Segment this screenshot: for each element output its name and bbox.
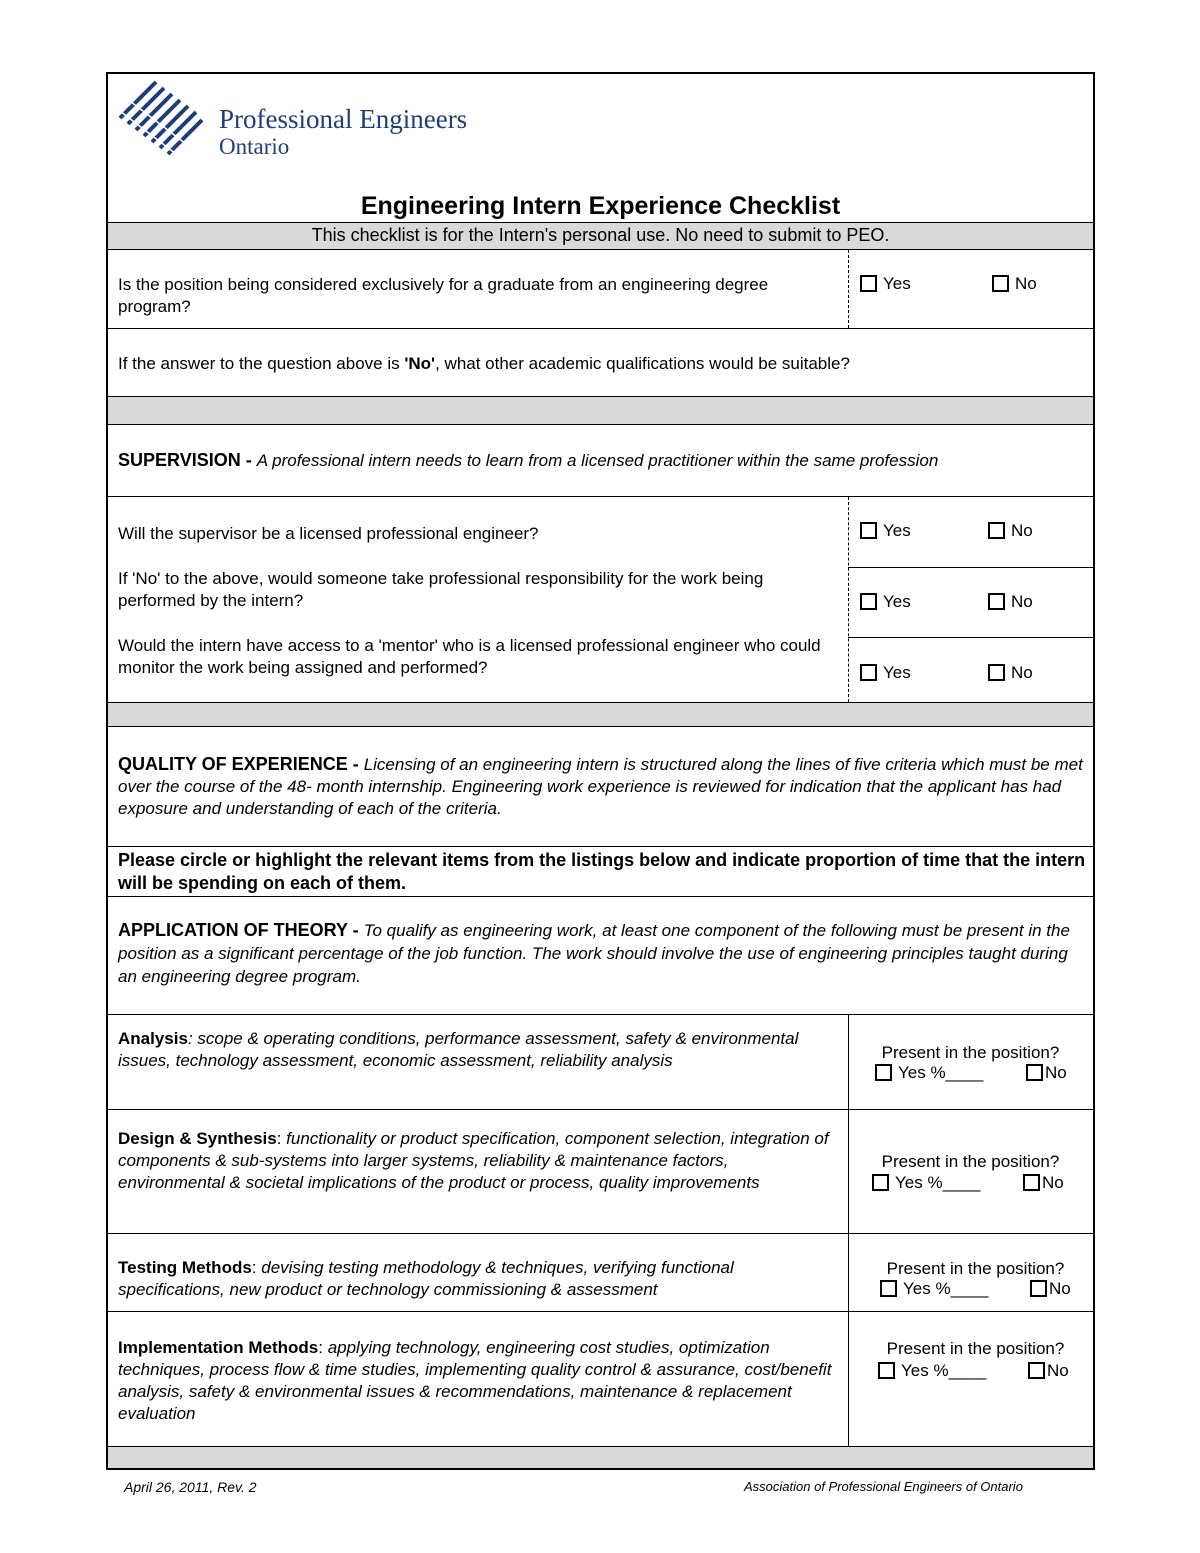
testing-yes-checkbox[interactable] bbox=[880, 1280, 897, 1297]
testing-yes-option[interactable]: Yes %____ bbox=[880, 1279, 988, 1299]
logo-line2: Ontario bbox=[219, 134, 290, 159]
sup-q1-yes-option[interactable]: Yes bbox=[860, 521, 911, 541]
sup-q1-yes-checkbox[interactable] bbox=[860, 522, 877, 539]
q2-row bbox=[108, 329, 1093, 397]
q1-yes-checkbox[interactable] bbox=[860, 275, 877, 292]
sup-q1-no-option[interactable]: No bbox=[988, 521, 1033, 541]
q1-text: Is the position being considered exclusively for a graduate from an engineering degree program? bbox=[118, 275, 769, 316]
supervision-heading-row bbox=[108, 425, 1093, 497]
analysis-text: Analysis: scope & operating conditions, performance assessment, safety & environmental issues, technology assessment, economic assessment, reliability analysis bbox=[118, 1029, 799, 1070]
implementation-yes-checkbox[interactable] bbox=[878, 1362, 895, 1379]
testing-text: Testing Methods: devising testing methodology & techniques, verifying functional specifications, new product or technology commissioning & assessment bbox=[118, 1258, 734, 1299]
design-yes-option[interactable]: Yes %____ bbox=[872, 1173, 980, 1193]
peo-logo-icon bbox=[116, 78, 206, 158]
sup-q2-yes-checkbox[interactable] bbox=[860, 593, 877, 610]
supervision-heading: SUPERVISION - A professional intern needs to learn from a licensed practitioner within the same profession bbox=[118, 450, 939, 470]
criteria-analysis-row bbox=[108, 1015, 1093, 1110]
note-row bbox=[108, 223, 1093, 250]
peo-logo bbox=[116, 78, 206, 163]
design-no-checkbox[interactable] bbox=[1023, 1174, 1040, 1191]
sup-q3-yes-option[interactable]: Yes bbox=[860, 663, 911, 683]
theory-row bbox=[108, 897, 1093, 1015]
sup-q1-no-checkbox[interactable] bbox=[988, 522, 1005, 539]
checklist-form bbox=[106, 72, 1095, 1470]
sup-q2-no-option[interactable]: No bbox=[988, 592, 1033, 612]
analysis-yes-option[interactable]: Yes %____ bbox=[875, 1063, 983, 1083]
implementation-text: Implementation Methods: applying technology, engineering cost studies, optimization techniques, process flow & time studies, implementing quality control & assurance, cost/benefit analysis, safety & environmental issues & recommendations, maintenance & replacement evaluation bbox=[118, 1338, 832, 1423]
sup-q3-no-option[interactable]: No bbox=[988, 663, 1033, 683]
sup-q1-text: Will the supervisor be a licensed professional engineer? bbox=[118, 524, 539, 543]
sup-q2-yes-option[interactable]: Yes bbox=[860, 592, 911, 612]
analysis-yes-checkbox[interactable] bbox=[875, 1064, 892, 1081]
q2-text: If the answer to the question above is 'No', what other academic qualifications would be suitable? bbox=[118, 354, 850, 373]
analysis-no-checkbox[interactable] bbox=[1026, 1064, 1043, 1081]
bottom-spacer-row bbox=[108, 1447, 1093, 1468]
instruction-text: Please circle or highlight the relevant items from the listings below and indicate proportion of time that the intern will be spending on each of them. bbox=[118, 850, 1086, 893]
instruction-row bbox=[108, 847, 1093, 897]
design-text: Design & Synthesis: functionality or product specification, component selection, integration of components & sub-systems into larger systems, reliability & maintenance factors, environmental & societal implications of the product or process, quality improvements bbox=[118, 1129, 829, 1192]
analysis-present-label: Present in the position? bbox=[881, 1043, 1060, 1062]
q1-yes-option[interactable]: Yes bbox=[860, 274, 911, 294]
sup-q3-no-checkbox[interactable] bbox=[988, 664, 1005, 681]
q1-no-checkbox[interactable] bbox=[992, 275, 1009, 292]
design-yes-checkbox[interactable] bbox=[872, 1174, 889, 1191]
implementation-no-checkbox[interactable] bbox=[1028, 1362, 1045, 1379]
spacer-row-2 bbox=[108, 703, 1093, 727]
analysis-no-option[interactable]: No bbox=[1026, 1063, 1067, 1083]
supervision-questions bbox=[108, 497, 1093, 703]
criteria-testing-row bbox=[108, 1234, 1093, 1312]
page-title: Engineering Intern Experience Checklist bbox=[360, 192, 841, 220]
footer-association: Association of Professional Engineers of Ontario bbox=[744, 1479, 1023, 1494]
footer-date: April 26, 2011, Rev. 2 bbox=[124, 1479, 257, 1495]
q1-no-option[interactable]: No bbox=[992, 274, 1037, 294]
implementation-no-option[interactable]: No bbox=[1028, 1361, 1069, 1381]
q1-divider bbox=[848, 250, 849, 328]
quality-text: QUALITY OF EXPERIENCE - Licensing of an engineering intern is structured along the lines of five criteria which must be met over the course of the 48- month internship. Engineering work experience is reviewed for indication that the applicant has had exposure and understanding of each of the criteria. bbox=[118, 754, 1083, 818]
quality-row bbox=[108, 727, 1093, 847]
note-text: This checklist is for the Intern's personal use. No need to submit to PEO. bbox=[311, 225, 890, 245]
q1-row bbox=[108, 250, 1093, 329]
theory-text: APPLICATION OF THEORY - To qualify as engineering work, at least one component of the following must be present in the position as a significant percentage of the job function. The work should involve the use of engineering principles taught during an engineering degree program. bbox=[118, 920, 1070, 986]
spacer-row bbox=[108, 397, 1093, 425]
sup-q3-text: Would the intern have access to a 'mentor' who is a licensed professional engineer who could monitor the work being assigned and performed? bbox=[118, 636, 821, 677]
sup-divider bbox=[848, 497, 849, 702]
implementation-yes-option[interactable]: Yes %____ bbox=[878, 1361, 986, 1381]
implementation-present-label: Present in the position? bbox=[886, 1339, 1065, 1358]
sup-q2-no-checkbox[interactable] bbox=[988, 593, 1005, 610]
criteria-implementation-row bbox=[108, 1312, 1093, 1447]
criteria-design-row bbox=[108, 1110, 1093, 1234]
logo-line1: Professional Engineers bbox=[219, 104, 468, 134]
testing-no-checkbox[interactable] bbox=[1030, 1280, 1047, 1297]
sup-q2-text: If 'No' to the above, would someone take professional responsibility for the work being performed by the intern? bbox=[118, 569, 764, 610]
testing-no-option[interactable]: No bbox=[1030, 1279, 1071, 1299]
sup-q3-yes-checkbox[interactable] bbox=[860, 664, 877, 681]
design-present-label: Present in the position? bbox=[881, 1152, 1060, 1171]
design-no-option[interactable]: No bbox=[1023, 1173, 1064, 1193]
testing-present-label: Present in the position? bbox=[886, 1259, 1065, 1278]
header-section bbox=[108, 74, 1093, 223]
